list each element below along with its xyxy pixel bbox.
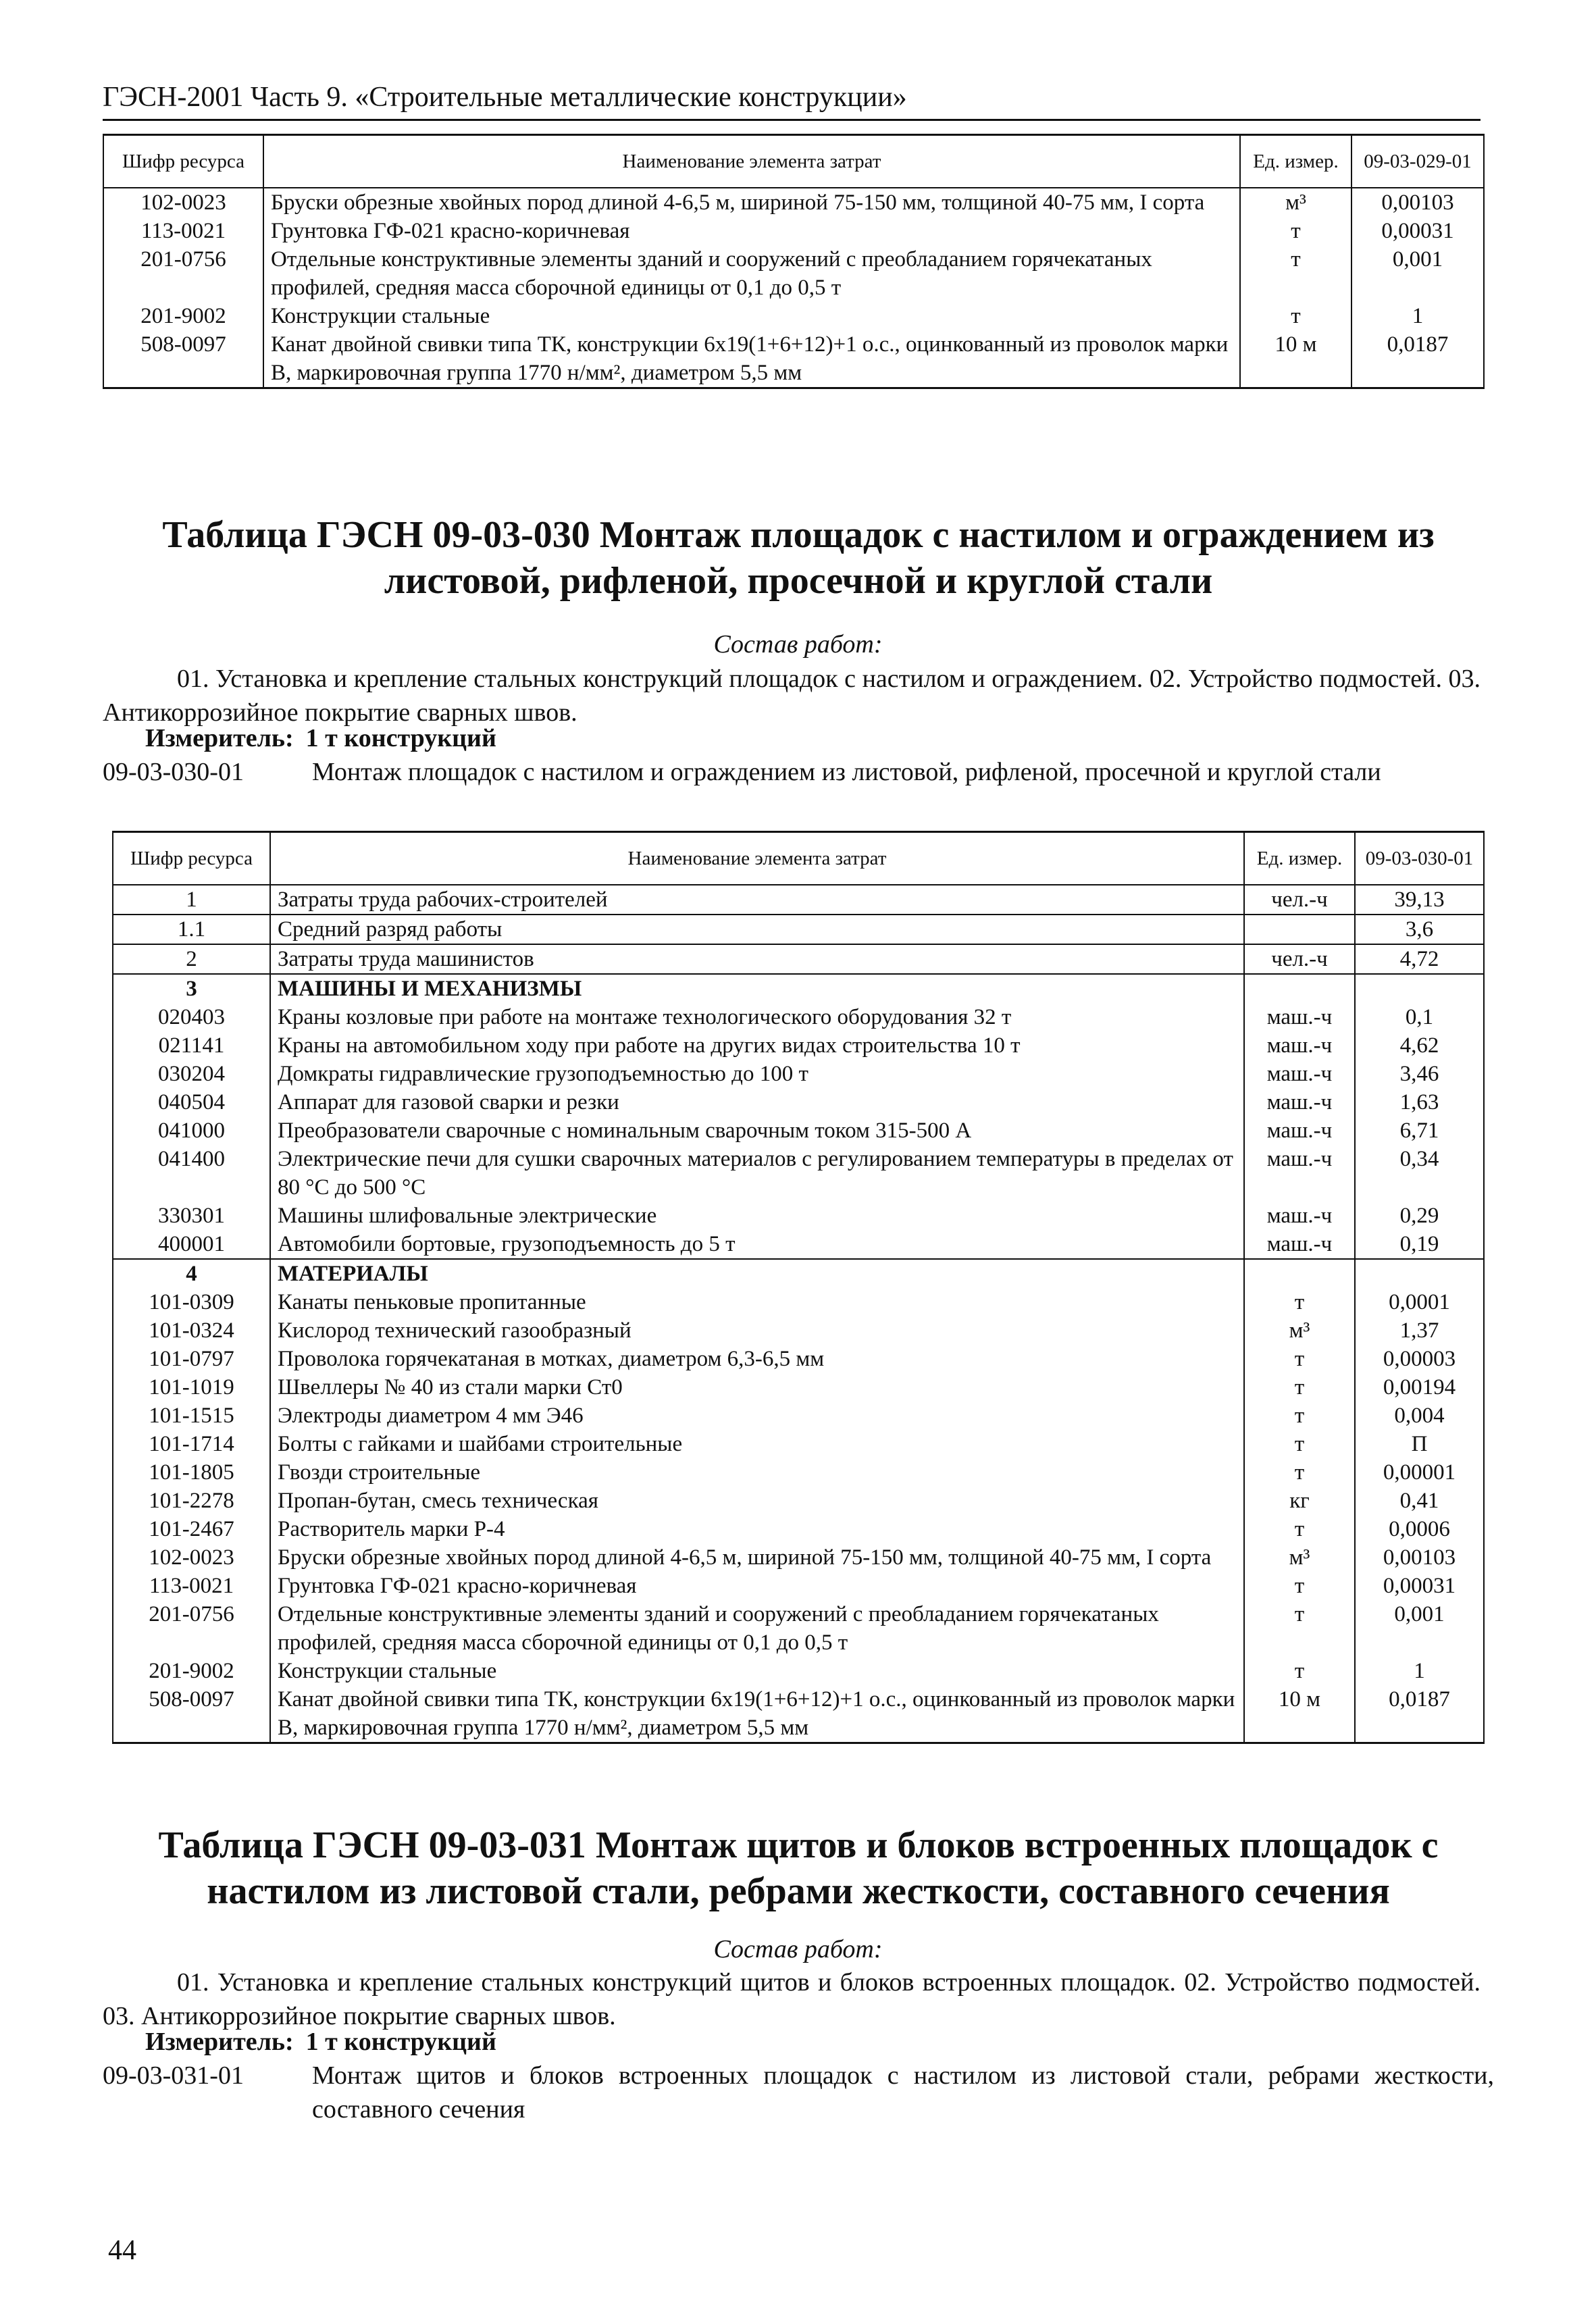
cell-name: Пропан-бутан, смесь техническая [270,1487,1244,1515]
work-composition-text: 01. Установка и крепление стальных конструкций площадок с настилом и ограждением. 02. Устройство подмостей. 03. Антикоррозийное покрытие сварных швов. [103,665,1481,727]
table-title-030: Таблица ГЭСН 09-03-030 Монтаж площадок с настилом и ограждением из листовой, рифленой, просечной и круглой стали [162,514,1435,602]
cell-unit: маш.-ч [1244,1145,1355,1202]
measure-line-031 [145,2025,496,2059]
col-header-norm: 09-03-030-01 [1355,832,1484,885]
cell-code: 3 [113,974,270,1003]
cell-unit: маш.-ч [1244,1060,1355,1088]
cell-value: 0,00003 [1355,1345,1484,1373]
cell-value: 0,29 [1355,1202,1484,1230]
cell-name: Грунтовка ГФ-021 красно-коричневая [263,217,1240,245]
cell-value: 0,41 [1355,1487,1484,1515]
cell-value: 1,63 [1355,1088,1484,1116]
cell-name: Автомобили бортовые, грузоподъемность до 5 т [270,1230,1244,1259]
table-row [113,1515,1484,1543]
cell-code: 4 [113,1259,270,1288]
cell-name: Отдельные конструктивные элементы зданий и сооружений с преобладанием горячекатаных профилей, средняя масса сборочной единицы от 0,1 до 0,5 т [270,1600,1244,1657]
cell-value: 6,71 [1355,1116,1484,1145]
cell-unit: т [1244,1600,1355,1657]
col-header-unit: Ед. измер. [1244,832,1355,885]
cell-code: 201-0756 [113,1600,270,1657]
cell-name: Краны на автомобильном ходу при работе на других видах строительства 10 т [270,1031,1244,1060]
work-composition-text-031: 01. Установка и крепление стальных конструкций щитов и блоков встроенных площадок. 02. Устройство подмостей. 03. Антикоррозийное покрытие сварных швов. [103,1968,1481,2030]
table-header-row [103,135,1484,188]
table-row [113,1657,1484,1685]
resource-table-029 [103,134,1485,389]
col-header-norm: 09-03-029-01 [1352,135,1484,188]
cell-value: 0,001 [1355,1600,1484,1657]
cell-unit: маш.-ч [1244,1202,1355,1230]
cell-unit: т [1244,1402,1355,1430]
cell-value: 0,0006 [1355,1515,1484,1543]
cell-unit: т [1244,1572,1355,1600]
norm-description: Монтаж щитов и блоков встроенных площадок с настилом из листовой стали, ребрами жесткости, составного сечения [312,2061,1494,2124]
table-row [113,1230,1484,1259]
table-row [113,1116,1484,1145]
cell-name: Гвозди строительные [270,1458,1244,1487]
cell-code: 508-0097 [103,330,263,388]
cell-code: 101-0309 [113,1288,270,1316]
cell-name: Канат двойной свивки типа ТК, конструкции 6х19(1+6+12)+1 о.с., оцинкованный из проволок марки В, маркировочная группа 1770 н/мм², диаметром 5,5 мм [263,330,1240,388]
cell-unit: т [1240,217,1352,245]
table-row [103,188,1484,217]
cell-name: Затраты труда машинистов [270,944,1244,974]
col-header-code: Шифр ресурса [113,832,270,885]
norm-code: 09-03-031-01 [103,2061,244,2090]
cell-code: 101-1714 [113,1430,270,1458]
cell-value: 0,1 [1355,1003,1484,1031]
measure-value: 1 т конструкций [305,724,496,752]
cell-code: 400001 [113,1230,270,1259]
cell-name: Отдельные конструктивные элементы зданий и сооружений с преобладанием горячекатаных профилей, средняя масса сборочной единицы от 0,1 до 0,5 т [263,245,1240,302]
cell-unit: маш.-ч [1244,1088,1355,1116]
table-row [113,1259,1484,1288]
cell-value [1355,974,1484,1003]
measure-line [145,721,496,755]
cell-code: 1.1 [113,915,270,944]
cell-value: 39,13 [1355,885,1484,915]
table-row [113,1430,1484,1458]
cell-code: 113-0021 [113,1572,270,1600]
table-row [113,1031,1484,1060]
cell-name: МАШИНЫ И МЕХАНИЗМЫ [270,974,1244,1003]
cell-value: 0,00001 [1355,1458,1484,1487]
cell-name: Швеллеры № 40 из стали марки Ст0 [270,1373,1244,1402]
cell-value: 0,00194 [1355,1373,1484,1402]
cell-value: 4,72 [1355,944,1484,974]
table-row [113,1685,1484,1743]
cell-name: Электрические печи для сушки сварочных материалов с регулированием температуры в пределах от 80 °С до 500 °С [270,1145,1244,1202]
cell-code: 201-9002 [103,302,263,330]
cell-value: 0,0187 [1352,330,1484,388]
table-row [113,1202,1484,1230]
cell-unit: м³ [1244,1316,1355,1345]
cell-value: 0,0187 [1355,1685,1484,1743]
table-row [113,944,1484,974]
cell-value: 3,6 [1355,915,1484,944]
table-header-row [113,832,1484,885]
cell-value: 0,00031 [1352,217,1484,245]
cell-name: Затраты труда рабочих-строителей [270,885,1244,915]
cell-value [1355,1259,1484,1288]
cell-code: 020403 [113,1003,270,1031]
cell-value: 1 [1352,302,1484,330]
cell-code: 101-0797 [113,1345,270,1373]
cell-unit: т [1244,1288,1355,1316]
norm-code-line [103,755,1494,789]
table-row [113,1572,1484,1600]
cell-name: Канаты пеньковые пропитанные [270,1288,1244,1316]
cell-name: Машины шлифовальные электрические [270,1202,1244,1230]
cell-code: 330301 [113,1202,270,1230]
table-row [113,1600,1484,1657]
table-row [113,1145,1484,1202]
cell-name: Растворитель марки Р-4 [270,1515,1244,1543]
table-row [113,1487,1484,1515]
cell-name: Бруски обрезные хвойных пород длиной 4-6,5 м, шириной 75-150 мм, толщиной 40-75 мм, I сорта [270,1543,1244,1572]
cell-name: Электроды диаметром 4 мм Э46 [270,1402,1244,1430]
table-row [113,1373,1484,1402]
norm-description: Монтаж площадок с настилом и ограждением из листовой, рифленой, просечной и круглой стали [312,758,1381,786]
table-row [113,1543,1484,1572]
cell-name: Средний разряд работы [270,915,1244,944]
cell-code: 201-0756 [103,245,263,302]
cell-unit: чел.-ч [1244,885,1355,915]
cell-unit: 10 м [1244,1685,1355,1743]
table-row [113,1088,1484,1116]
cell-unit [1244,974,1355,1003]
measure-label: Измеритель: [145,724,294,752]
cell-name: Канат двойной свивки типа ТК, конструкции 6х19(1+6+12)+1 о.с., оцинкованный из проволок марки В, маркировочная группа 1770 н/мм², диаметром 5,5 мм [270,1685,1244,1743]
table-row [113,1316,1484,1345]
cell-name: Проволока горячекатаная в мотках, диаметром 6,3-6,5 мм [270,1345,1244,1373]
cell-code: 102-0023 [103,188,263,217]
cell-code: 508-0097 [113,1685,270,1743]
cell-name: Конструкции стальные [270,1657,1244,1685]
measure-value: 1 т конструкций [305,2028,496,2056]
cell-unit: т [1244,1515,1355,1543]
cell-unit: маш.-ч [1244,1003,1355,1031]
cell-unit: кг [1244,1487,1355,1515]
cell-code: 1 [113,885,270,915]
table-row [113,974,1484,1003]
cell-value: 4,62 [1355,1031,1484,1060]
col-header-name: Наименование элемента затрат [263,135,1240,188]
cell-unit: 10 м [1240,330,1352,388]
table-row [113,1060,1484,1088]
cell-name: Краны козловые при работе на монтаже технологического оборудования 32 т [270,1003,1244,1031]
cell-unit: т [1244,1458,1355,1487]
cell-name: МАТЕРИАЛЫ [270,1259,1244,1288]
col-header-name: Наименование элемента затрат [270,832,1244,885]
table-title-031: Таблица ГЭСН 09-03-031 Монтаж щитов и блоков встроенных площадок с настилом из листовой стали, ребрами жесткости, составного сечения [158,1824,1439,1912]
page-number: 44 [108,2235,136,2266]
cell-unit: маш.-ч [1244,1116,1355,1145]
running-header: ГЭСН-2001 Часть 9. «Строительные металлические конструкции» [103,80,1481,121]
cell-name: Кислород технический газообразный [270,1316,1244,1345]
cell-value: 0,00031 [1355,1572,1484,1600]
table-row [113,885,1484,915]
cell-unit: м³ [1244,1543,1355,1572]
cell-unit [1244,915,1355,944]
cell-unit: чел.-ч [1244,944,1355,974]
col-header-code: Шифр ресурса [103,135,263,188]
cell-code: 101-2278 [113,1487,270,1515]
table-row [113,915,1484,944]
cell-code: 101-0324 [113,1316,270,1345]
cell-value: 0,004 [1355,1402,1484,1430]
cell-unit: т [1244,1657,1355,1685]
cell-value: 0,19 [1355,1230,1484,1259]
table-row [103,330,1484,388]
table-row [113,1345,1484,1373]
cell-value: 0,001 [1352,245,1484,302]
cell-code: 101-1515 [113,1402,270,1430]
cell-unit: м³ [1240,188,1352,217]
cell-name: Аппарат для газовой сварки и резки [270,1088,1244,1116]
cell-value: П [1355,1430,1484,1458]
table-row [103,217,1484,245]
cell-value: 0,00103 [1352,188,1484,217]
cell-unit: маш.-ч [1244,1031,1355,1060]
cell-name: Грунтовка ГФ-021 красно-коричневая [270,1572,1244,1600]
norm-code: 09-03-030-01 [103,758,244,786]
cell-unit: т [1240,245,1352,302]
cell-name: Преобразователи сварочные с номинальным сварочным током 315-500 А [270,1116,1244,1145]
table-row [113,1003,1484,1031]
measure-label: Измеритель: [145,2028,294,2056]
cell-code: 030204 [113,1060,270,1088]
cell-name: Домкраты гидравлические грузоподъемностью до 100 т [270,1060,1244,1088]
cell-name: Конструкции стальные [263,302,1240,330]
work-composition-label: Состав работ: [713,630,883,659]
cell-unit: т [1244,1345,1355,1373]
cell-unit: т [1244,1373,1355,1402]
cell-code: 101-1805 [113,1458,270,1487]
col-header-unit: Ед. измер. [1240,135,1352,188]
cell-code: 201-9002 [113,1657,270,1685]
cell-code: 041400 [113,1145,270,1202]
cell-value: 1 [1355,1657,1484,1685]
cell-unit [1244,1259,1355,1288]
cell-code: 113-0021 [103,217,263,245]
table-row [113,1402,1484,1430]
cell-unit: маш.-ч [1244,1230,1355,1259]
work-composition-label-031: Состав работ: [713,1935,883,1963]
table-row [103,245,1484,302]
cell-code: 102-0023 [113,1543,270,1572]
cell-unit: т [1244,1430,1355,1458]
cell-value: 3,46 [1355,1060,1484,1088]
cell-code: 021141 [113,1031,270,1060]
cell-name: Болты с гайками и шайбами строительные [270,1430,1244,1458]
cell-value: 1,37 [1355,1316,1484,1345]
cell-value: 0,0001 [1355,1288,1484,1316]
cell-code: 2 [113,944,270,974]
cell-code: 041000 [113,1116,270,1145]
table-row [113,1288,1484,1316]
cell-unit: т [1240,302,1352,330]
cell-value: 0,00103 [1355,1543,1484,1572]
cell-name: Бруски обрезные хвойных пород длиной 4-6,5 м, шириной 75-150 мм, толщиной 40-75 мм, I сорта [263,188,1240,217]
table-row [103,302,1484,330]
table-row [113,1458,1484,1487]
resource-table-030 [112,831,1485,1744]
cell-code: 101-1019 [113,1373,270,1402]
norm-code-line-031 [103,2059,1494,2126]
cell-code: 040504 [113,1088,270,1116]
cell-code: 101-2467 [113,1515,270,1543]
cell-value: 0,34 [1355,1145,1484,1202]
